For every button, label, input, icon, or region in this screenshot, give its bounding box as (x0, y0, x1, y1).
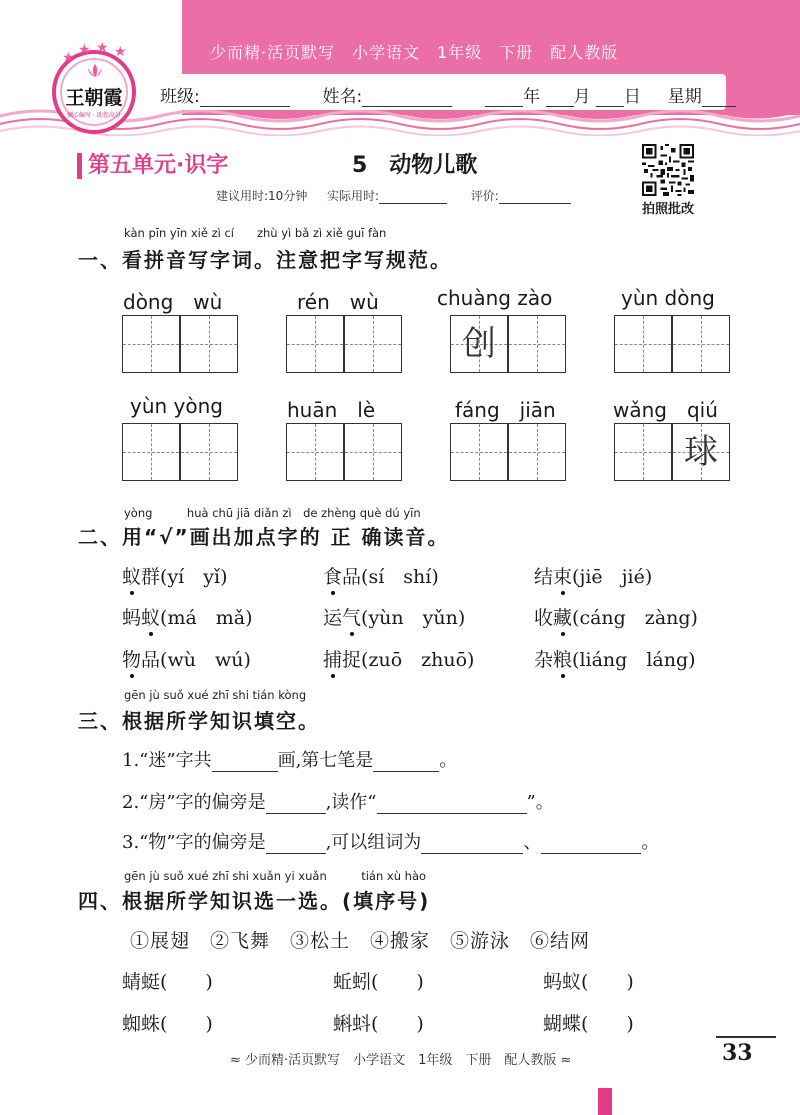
choice-item[interactable]: 蝌蚪( ) (333, 1013, 424, 1035)
name-input[interactable] (362, 89, 452, 107)
unit-accent-bar (77, 153, 82, 179)
char-box[interactable] (180, 423, 238, 481)
choice-item[interactable]: 蚯蚓( ) (333, 971, 424, 993)
class-input[interactable] (200, 89, 290, 107)
reading-item[interactable]: 蚂蚁(má mǎ) (122, 603, 253, 630)
series-title: 少而精·活页默写 小学语文 1年级 下册 配人教版 (210, 43, 619, 62)
word-pinyin: wǎng qiú (613, 398, 718, 422)
char-box[interactable] (344, 423, 402, 481)
char-box[interactable] (450, 423, 508, 481)
fill-question-2: 2.“房”字的偏旁是 ,读作“ ”。 (122, 792, 554, 813)
answer-blank[interactable] (266, 796, 326, 814)
month-input[interactable] (546, 89, 574, 107)
timing-row (216, 187, 571, 204)
qr-code-icon[interactable] (640, 144, 696, 196)
fill-question-3: 3.“物”字的偏旁是 ,可以组词为 、 。 (122, 832, 660, 853)
class-label: 班级: (160, 87, 200, 107)
section4-title: 四、根据所学知识选一选。(填序号) (78, 889, 431, 913)
char-box[interactable] (122, 423, 180, 481)
lotus-icon (84, 62, 106, 80)
section2-title: 二、用“√”画出加点字的 正 确读音。 (78, 525, 450, 549)
char-box[interactable]: 球 (672, 423, 730, 481)
word-pinyin: fáng jiān (455, 398, 556, 422)
star-icon: ★ (114, 44, 127, 60)
choice-item[interactable]: 蝴蝶( ) (543, 1013, 634, 1035)
reading-item[interactable]: 运气(yùn yǔn) (323, 603, 465, 630)
reading-item[interactable]: 捕捉(zuō zhuō) (323, 645, 474, 672)
student-info-row (160, 82, 736, 107)
answer-blank[interactable] (377, 796, 527, 814)
choice-item[interactable]: 蚂蚁( ) (543, 971, 634, 993)
section3-title: 三、根据所学知识填空。 (78, 709, 320, 733)
section1-pinyin: kàn pīn yīn xiě zì cí zhù yì bǎ zì xiě guī fàn (124, 226, 387, 240)
reading-item[interactable]: 物品(wù wú) (122, 645, 251, 672)
char-box[interactable] (508, 315, 566, 373)
char-box[interactable] (286, 423, 344, 481)
choice-item[interactable]: 蜘蛛( ) (122, 1013, 213, 1035)
bottom-accent-strip (598, 1088, 612, 1115)
word-pinyin: yùn yòng (130, 394, 223, 418)
char-box[interactable] (614, 423, 672, 481)
char-box[interactable] (672, 315, 730, 373)
month-label: 月 (573, 87, 591, 107)
choice-item[interactable]: 蜻蜓( ) (122, 971, 213, 993)
section4-pinyin: gēn jù suǒ xué zhī shi xuǎn yi xuǎn tián xù hào (124, 869, 427, 883)
answer-blank[interactable] (212, 754, 278, 772)
char-box[interactable] (180, 315, 238, 373)
word-pinyin: huān lè (287, 398, 376, 422)
section3-pinyin: gēn jù suǒ xué zhī shi tián kòng (124, 688, 307, 702)
page-number: 33 (722, 1040, 753, 1066)
star-icon: ★ (96, 40, 109, 56)
logo-subtitle: 倾心编写 · 助您高分 (67, 112, 121, 119)
section2-pinyin: yòng huà chū jiā diǎn zì de zhèng què dú yīn (124, 506, 421, 520)
day-input[interactable] (596, 89, 624, 107)
char-box[interactable]: 创 (450, 315, 508, 373)
char-box[interactable] (614, 315, 672, 373)
qr-label: 拍照批改 (642, 202, 695, 217)
answer-blank[interactable] (373, 754, 439, 772)
weekday-label: 星期 (667, 87, 702, 107)
choice-options: ①展翅 ②飞舞 ③松土 ④搬家 ⑤游泳 ⑥结网 (130, 930, 591, 952)
reading-item[interactable]: 杂粮(liáng láng) (534, 645, 696, 672)
star-icon: ★ (78, 42, 91, 58)
char-box[interactable] (344, 315, 402, 373)
actual-time-input[interactable] (379, 191, 447, 204)
actual-time-label: 实际用时: (326, 189, 380, 203)
word-pinyin: yùn dòng (621, 286, 715, 310)
footer-series: ≈ 少而精·活页默写 小学语文 1年级 下册 配人教版 ≈ (230, 1053, 572, 1068)
answer-blank[interactable] (541, 836, 641, 854)
word-pinyin: chuàng zào (437, 286, 553, 310)
section1-title: 一、看拼音写字词。注意把字写规范。 (78, 248, 452, 272)
lesson-title: 5 动物儿歌 (352, 153, 478, 178)
fill-question-1: 1.“迷”字共 画,第七笔是 。 (122, 750, 458, 771)
weekday-input[interactable] (702, 89, 736, 107)
star-icon: ★ (62, 50, 75, 66)
answer-blank[interactable] (266, 836, 326, 854)
year-label: 年 (523, 87, 541, 107)
evaluation-input[interactable] (499, 191, 571, 204)
answer-blank[interactable] (421, 836, 523, 854)
reading-item[interactable]: 食品(sí shí) (323, 562, 439, 589)
char-box[interactable] (286, 315, 344, 373)
unit-title: 第五单元·识字 (88, 153, 229, 178)
char-box[interactable] (508, 423, 566, 481)
reading-item[interactable]: 蚁群(yí yǐ) (122, 562, 227, 589)
year-input[interactable] (485, 89, 523, 107)
evaluation-label: 评价: (470, 189, 499, 203)
day-label: 日 (623, 87, 641, 107)
logo-text: 王朝霞 (65, 87, 123, 109)
name-label: 姓名: (322, 87, 363, 107)
reading-item[interactable]: 收藏(cáng zàng) (534, 603, 698, 630)
char-box[interactable] (122, 315, 180, 373)
word-pinyin: rén wù (297, 290, 379, 314)
word-pinyin: dòng wù (123, 290, 223, 314)
suggested-time: 建议用时:10分钟 (216, 189, 308, 203)
reading-item[interactable]: 结束(jiē jié) (534, 562, 652, 589)
